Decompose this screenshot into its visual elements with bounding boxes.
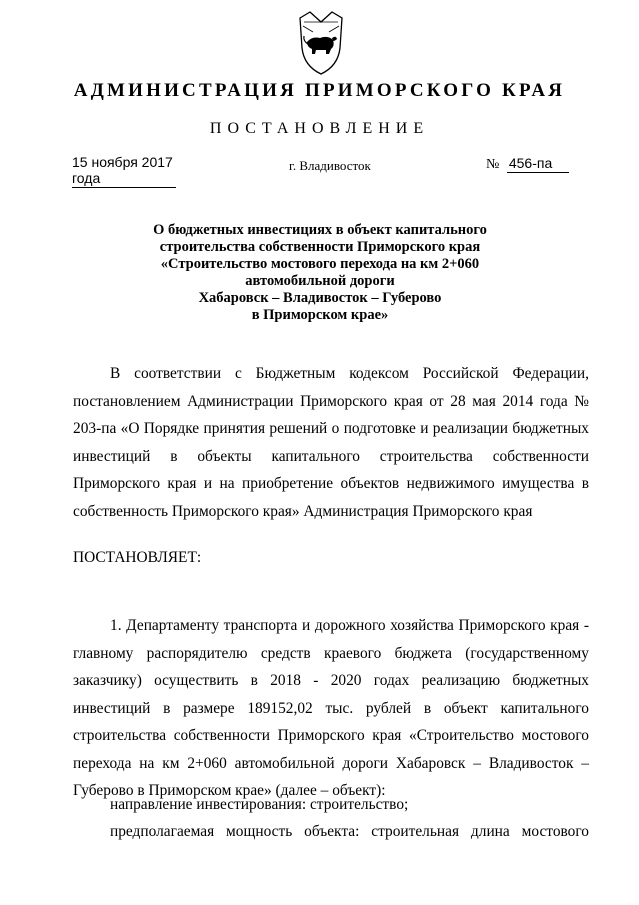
document-city: г. Владивосток (289, 158, 371, 173)
title-line: Хабаровск – Владивосток – Губерово (198, 290, 442, 306)
number-sign: № (486, 157, 500, 172)
title-line: О бюджетных инвестициях в объект капитального (153, 222, 487, 238)
title-line: автомобильной дороги (245, 273, 395, 289)
clause-1-paragraph: 1. Департаменту транспорта и дорожного хозяйства Приморского края - главному распорядителю средств краевого бюджета (государственному заказчику) осуществить в 2018 - 2020 годах реализацию бюджетных инвестиций в размере 189152,02 тыс. рублей в объект капитального строительства собственности Приморского края «Строительство мостового перехода на км 2+060 автомобильной дороги Хабаровск – Владивосток – Губерово в Приморском крае» (далее – объект): (73, 617, 589, 799)
document-type: ПОСТАНОВЛЕНИЕ (209, 120, 430, 137)
preamble-paragraph: В соответствии с Бюджетным кодексом Российской Федерации, постановлением Администрации Приморского края от 28 мая 2014 года № 203-па «О Порядке принятия решений о подготовке и реализации бюджетных инвестиций в объекты капитального строительства собственности Приморского края и на приобретение объектов недвижимого имущества в собственность Приморского края» Администрация Приморского края (73, 365, 589, 520)
coat-of-arms-icon (296, 8, 346, 76)
title-line: «Строительство мостового перехода на км 2+060 (160, 256, 480, 272)
title-line: в Приморском крае» (251, 307, 389, 323)
number-value: 456-па (507, 155, 569, 173)
object-capacity-line: предполагаемая мощность объекта: строительная длина мостового (110, 823, 589, 840)
investment-direction-line: направление инвестирования: строительство; (110, 796, 409, 813)
document-number (486, 155, 569, 173)
title-line: строительства собственности Приморского края (159, 239, 481, 255)
organization-name: АДМИНИСТРАЦИЯ ПРИМОРСКОГО КРАЯ (73, 80, 566, 101)
resolves-heading: ПОСТАНОВЛЯЕТ: (73, 549, 202, 566)
document-date: 15 ноября 2017 года (72, 154, 176, 188)
document-title (120, 222, 520, 324)
